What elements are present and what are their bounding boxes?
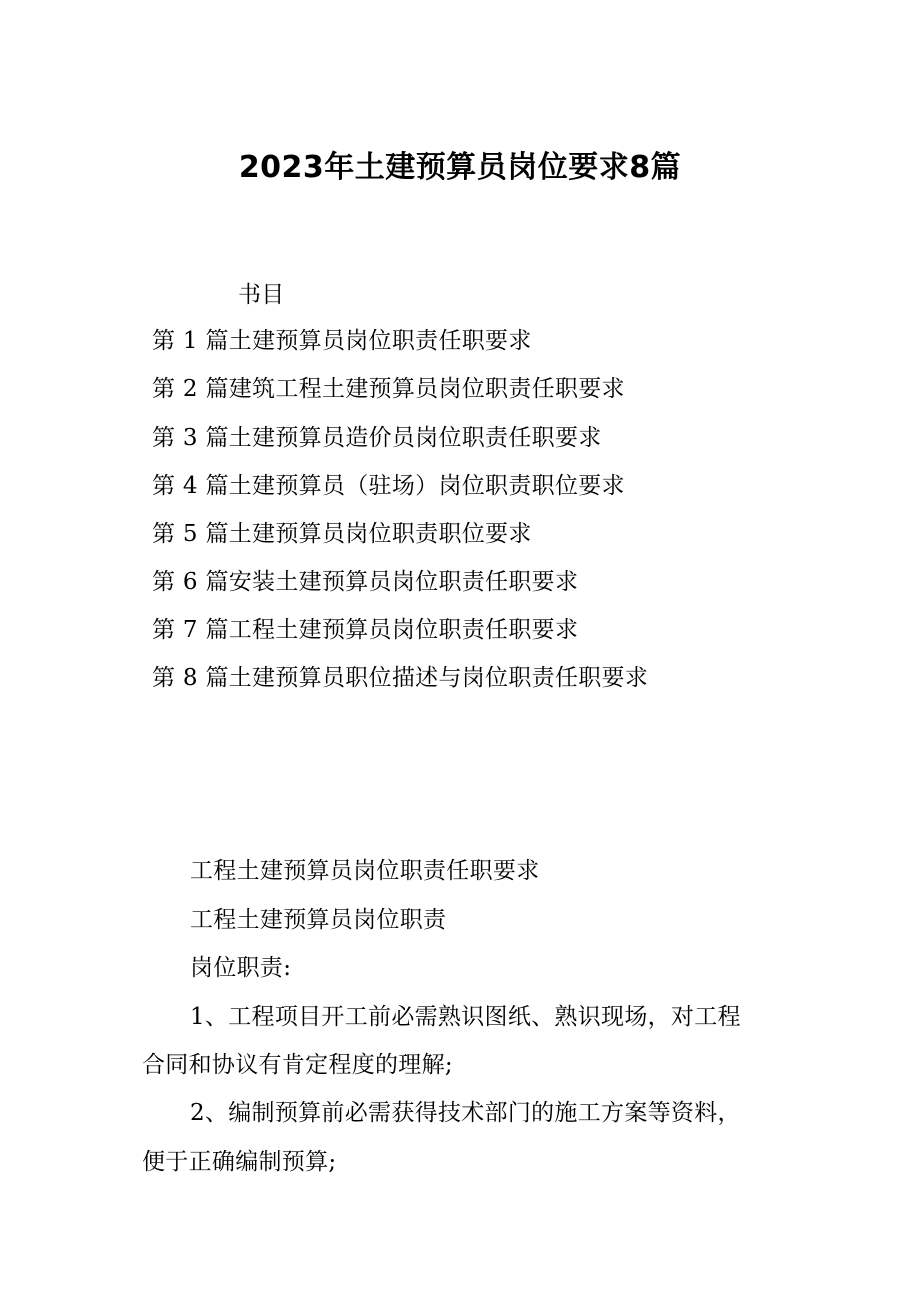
duty-item-1-line-1: 1、工程项目开工前必需熟识图纸、熟识现场，对工程 — [190, 1004, 741, 1030]
section-subheading: 工程土建预算员岗位职责 — [190, 907, 447, 933]
toc-item: 第 8 篇土建预算员职位描述与岗位职责任职要求 — [152, 665, 649, 691]
duty-item-2-line-1: 2、编制预算前必需获得技术部门的施工方案等资料， — [190, 1100, 741, 1126]
duty-item-1-line-2: 合同和协议有肯定程度的理解; — [142, 1052, 453, 1078]
section-heading: 工程土建预算员岗位职责任职要求 — [190, 858, 540, 884]
toc-item: 第 5 篇土建预算员岗位职责职位要求 — [152, 521, 532, 547]
toc-item: 第 6 篇安装土建预算员岗位职责任职要求 — [152, 569, 579, 595]
toc-item: 第 4 篇土建预算员（驻场）岗位职责职位要求 — [152, 473, 625, 499]
duties-label: 岗位职责: — [190, 955, 292, 981]
toc-heading: 书目 — [238, 282, 285, 308]
toc-item: 第 3 篇土建预算员造价员岗位职责任职要求 — [152, 425, 602, 451]
toc-item: 第 2 篇建筑工程土建预算员岗位职责任职要求 — [152, 376, 625, 402]
duty-item-2-line-2: 便于正确编制预算; — [142, 1149, 337, 1175]
toc-item: 第 7 篇工程土建预算员岗位职责任职要求 — [152, 617, 579, 643]
toc-item: 第 1 篇土建预算员岗位职责任职要求 — [152, 328, 532, 354]
document-title: 2023年土建预算员岗位要求8篇 — [238, 150, 682, 185]
